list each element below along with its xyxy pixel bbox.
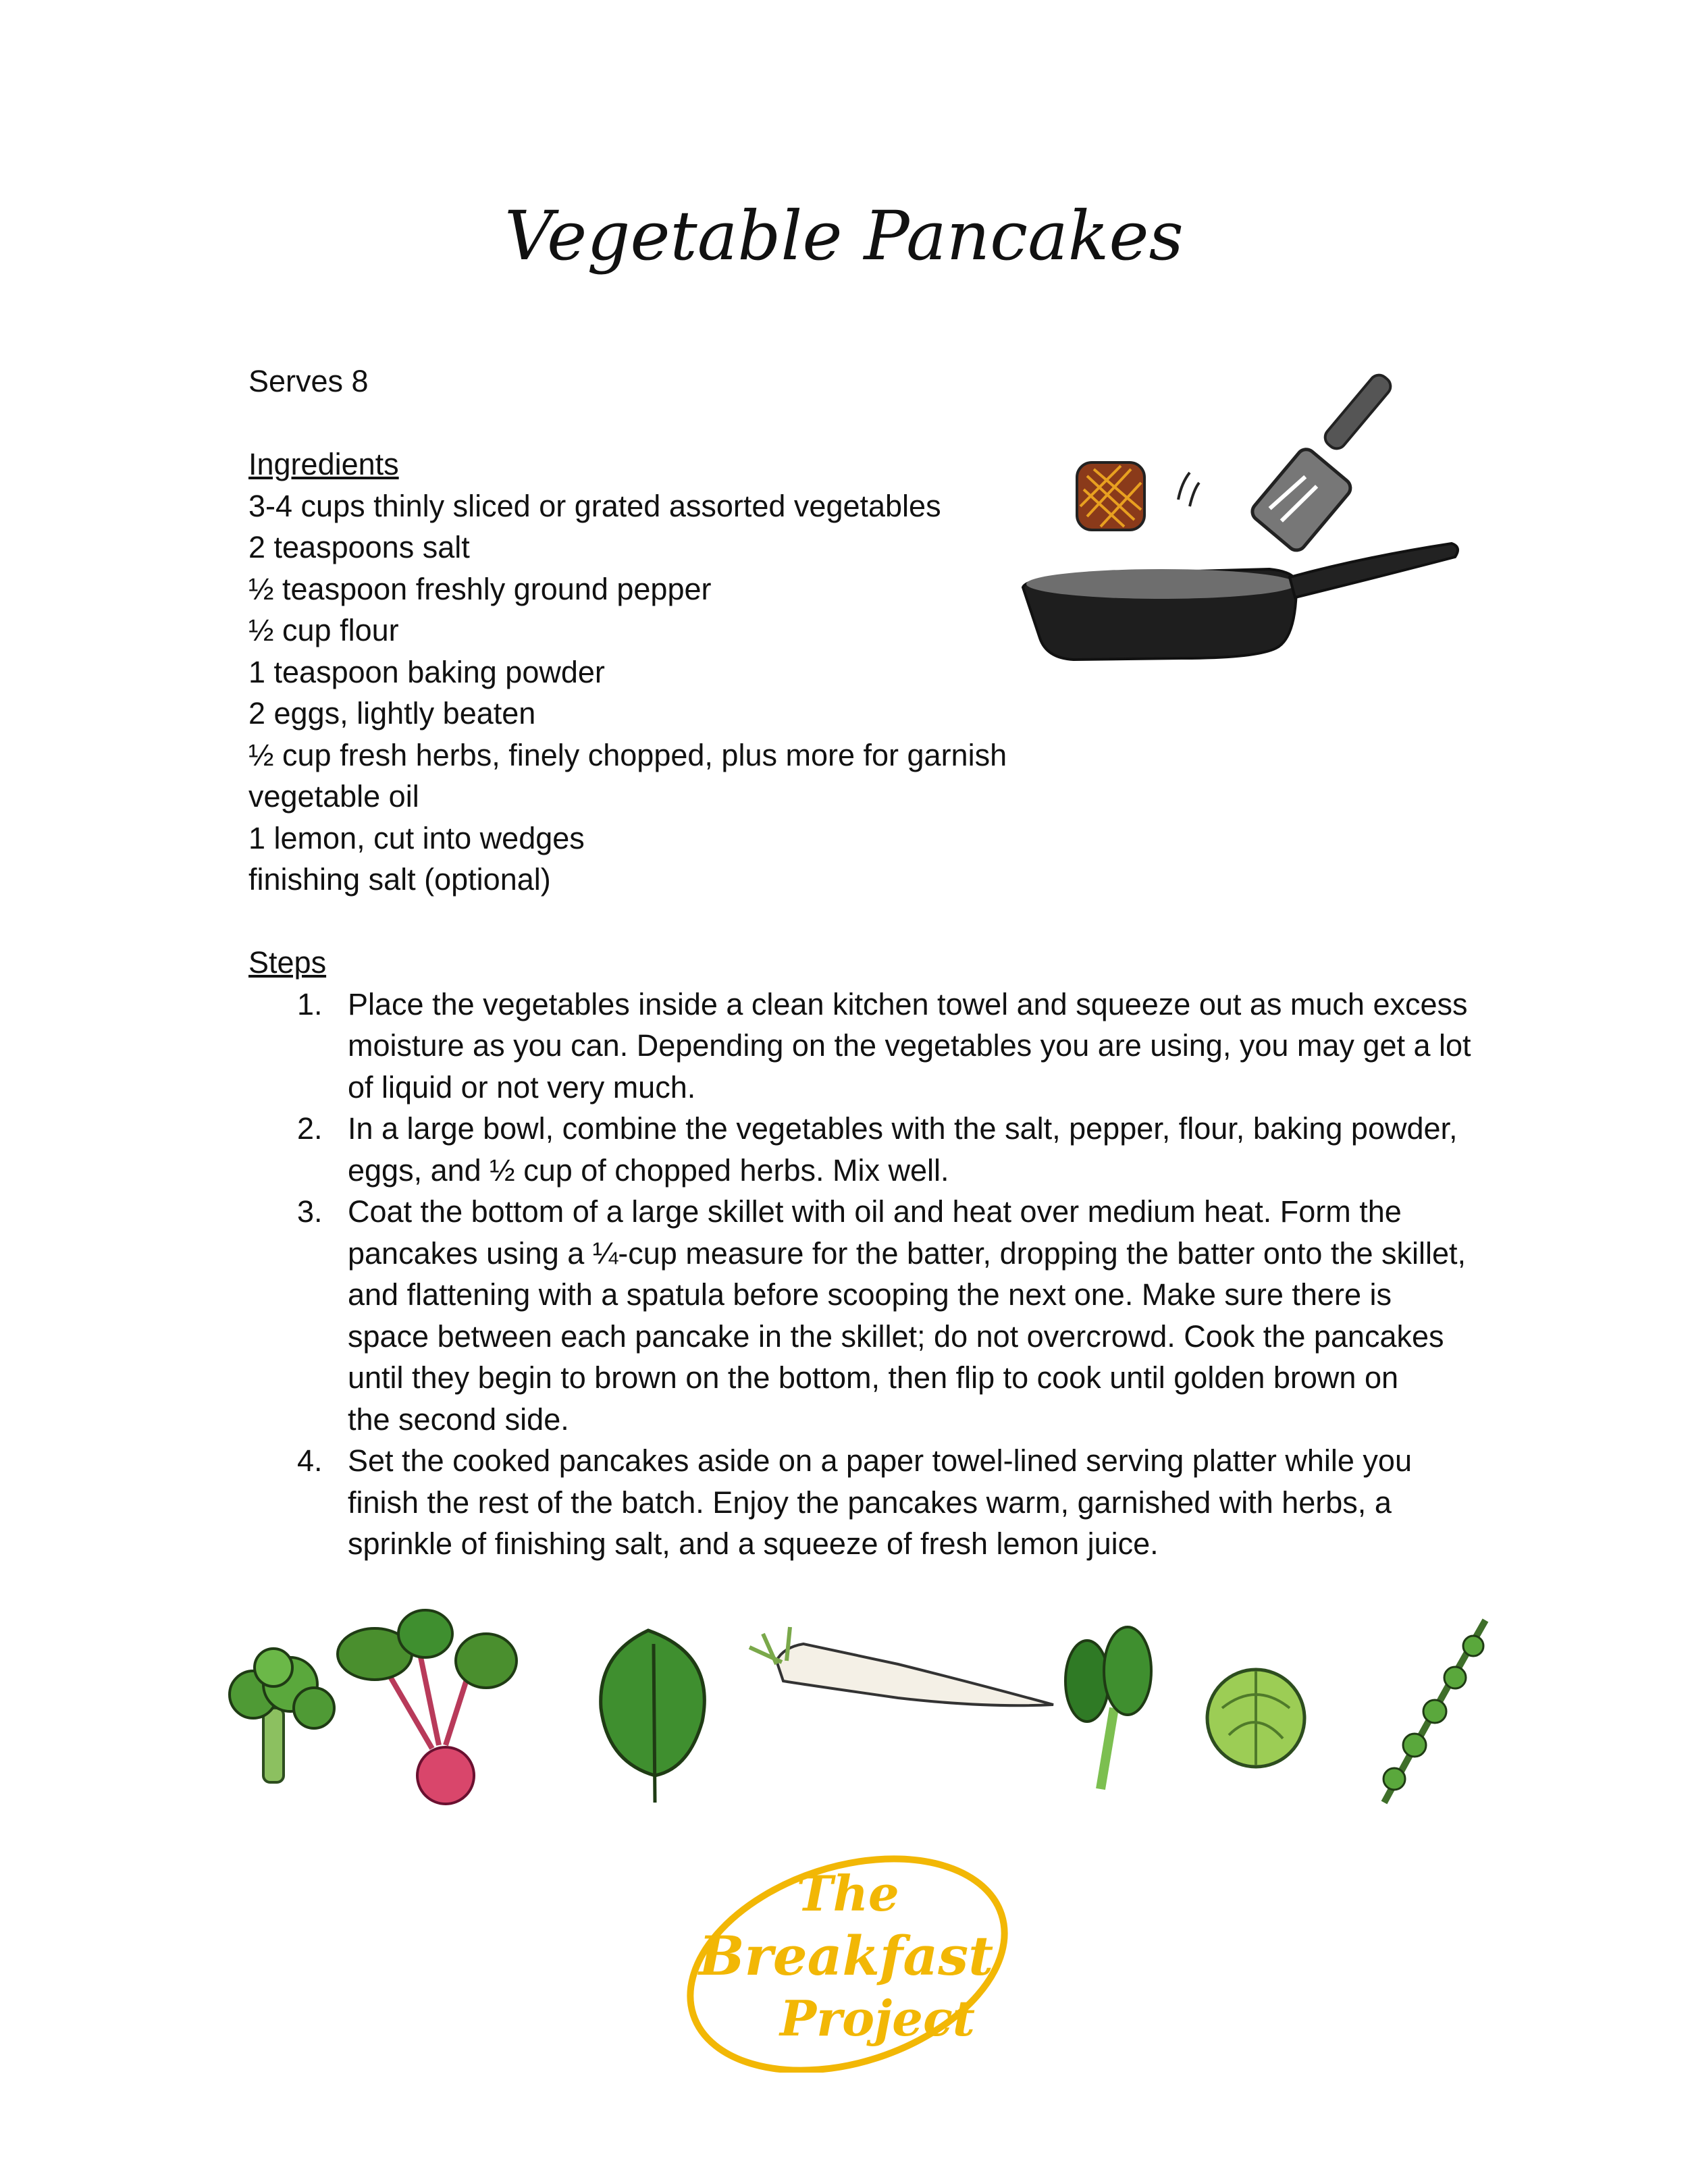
step-line: moisture as you can. Depending on the vegetables you are using, you may get a lot [348,1028,1471,1063]
bok-choy-icon [1065,1627,1151,1789]
serves-text: Serves 8 [248,364,369,398]
ingredient-item: finishing salt (optional) [248,862,551,897]
ingredient-item: 1 lemon, cut into wedges [248,820,585,855]
steps-list [248,984,1471,1565]
step-item [248,984,1688,1109]
cabbage-icon [1207,1670,1304,1767]
ingredients-list [248,485,1464,901]
ingredient-item: 2 teaspoons salt [248,530,470,564]
step-line: Coat the bottom of a large skillet with oil and heat over medium heat. Form the [348,1194,1402,1229]
step-line: of liquid or not very much. [348,1069,696,1104]
step-line: finish the rest of the batch. Enjoy the pancakes warm, garnished with herbs, a [348,1485,1392,1520]
step-number: 3. [297,1194,323,1229]
logo-text-project: Project [780,1990,976,2047]
step-line: and flattening with a spatula before scooping the next one. Make sure there is [348,1277,1392,1312]
recipe-body [248,361,1471,1565]
step-number: 4. [297,1443,323,1478]
ingredient-item: ½ cup fresh herbs, finely chopped, plus more for garnish [248,737,1007,772]
step-line: until they begin to brown on the bottom, then flip to cook until golden brown on [348,1360,1399,1395]
ingredient-item: ½ cup flour [248,613,399,647]
step-line: space between each pancake in the skillet; do not overcrowd. Cook the pancakes [348,1319,1444,1354]
step-item [248,1440,1688,1565]
step-line: eggs, and ½ cup of chopped herbs. Mix well. [348,1152,949,1188]
logo-text-breakfast: Breakfast [699,1924,994,1988]
vegetable-illustrations [216,1607,1526,1809]
beet-icon [338,1610,517,1804]
ingredient-item: ½ teaspoon freshly ground pepper [248,571,712,606]
steps-heading: Steps [248,945,327,980]
logo-text-the: The [797,1865,899,1922]
parsnip-icon [749,1627,1053,1705]
ingredients-heading: Ingredients [248,447,399,481]
step-line: In a large bowl, combine the vegetables with the salt, pepper, flour, baking powder, [348,1111,1458,1146]
spinach-leaf-icon [601,1630,705,1803]
step-line: sprinkle of finishing salt, and a squeeze of fresh lemon juice. [348,1526,1159,1561]
step-number: 1. [297,986,323,1021]
ingredient-item: 2 eggs, lightly beaten [248,696,536,730]
ingredient-item: 1 teaspoon baking powder [248,654,605,689]
ingredient-item: vegetable oil [248,779,419,814]
recipe-title: Vegetable Pancakes [504,196,1184,275]
step-line: Place the vegetables inside a clean kitchen towel and squeeze out as much excess [348,986,1468,1021]
step-item [248,1191,1688,1440]
step-number: 2. [297,1111,323,1146]
step-line: Set the cooked pancakes aside on a paper towel-lined serving platter while you [348,1443,1412,1478]
ingredient-item: 3-4 cups thinly sliced or grated assorted vegetables [248,488,941,523]
broccoli-icon [230,1649,334,1782]
step-line: pancakes using a ¼-cup measure for the batter, dropping the batter onto the skillet, [348,1235,1467,1271]
brussels-sprouts-icon [1383,1620,1485,1803]
step-item [248,1108,1688,1191]
step-line: the second side. [348,1402,569,1437]
breakfast-project-logo [662,1850,1026,2073]
